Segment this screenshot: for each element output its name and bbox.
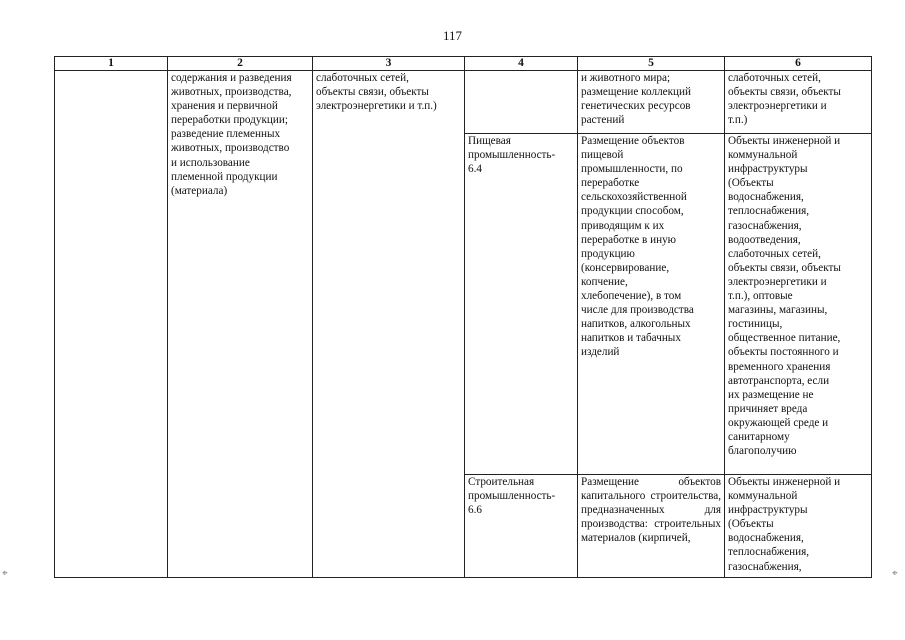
cell-col-6 [725,134,872,475]
table-row [55,71,872,134]
header-col-1: 1 [55,57,168,71]
header-col-3: 3 [313,57,465,71]
conditional-auxiliary-text: Объекты инженерной и коммунальной инфраструктуры (Объекты водоснабжения, теплоснабжения, газоснабжения, [728,476,841,573]
cell-col-1 [55,71,168,578]
main-use-text: содержания и разведения животных, производства, хранения и первичной переработки продукции; разведение племенных животных, производство и использование племенной продукции (материала) [171,72,292,197]
conditional-auxiliary-text: слаботочных сетей, объекты связи, объекты электроэнергетики и т.п.) [728,72,841,127]
conditional-use-description: Размещение объектов капитального строительства, предназначенных для производства: строительных материалов (кирпичей, [581,476,721,545]
header-col-4: 4 [465,57,578,71]
header-row [55,57,872,71]
right-margin-mark: ⌖ [892,568,898,579]
header-col-6: 6 [725,57,872,71]
conditional-use-name: Пищевая промышленность- 6.4 [468,135,556,176]
header-col-5: 5 [578,57,725,71]
cell-col-4 [465,134,578,475]
conditional-use-name: Строительная промышленность- 6.6 [468,476,556,517]
conditional-use-description: Размещение объектов пищевой промышленности, по переработке сельскохозяйственной продукции способом, приводящим к их переработке в иную продукцию (консервирование, копчение, хлебопечение), в том числе для производства напитков, алкогольных напитков и табачных изделий [581,135,694,359]
cell-col-5 [578,71,725,134]
conditional-auxiliary-text: Объекты инженерной и коммунальной инфраструктуры (Объекты водоснабжения, теплоснабжения, газоснабжения, водоотведения, слаботочных сетей, объекты связи, объекты электроэнергетики и т.п.), оптовые магазины, магазины, гостиницы, общественное питание, объекты постоянного и временного хранения автотранспорта, если их размещение не причиняет вреда окружающей среде и санитарному благополучию [728,135,841,458]
cell-col-2 [168,71,313,578]
cell-col-4 [465,475,578,578]
page-number: 117 [442,28,463,43]
conditional-use-description: и животного мира; размещение коллекций генетических ресурсов растений [581,72,692,127]
cell-col-5 [578,134,725,475]
cell-col-3 [313,71,465,578]
left-margin-mark: ⌖ [2,568,8,579]
land-use-table [54,56,872,578]
cell-col-6 [725,71,872,134]
auxiliary-use-text: слаботочных сетей, объекты связи, объекты электроэнергетики и т.п.) [316,72,437,113]
cell-col-5 [578,475,725,578]
cell-col-4 [465,71,578,134]
cell-col-6 [725,475,872,578]
header-col-2: 2 [168,57,313,71]
